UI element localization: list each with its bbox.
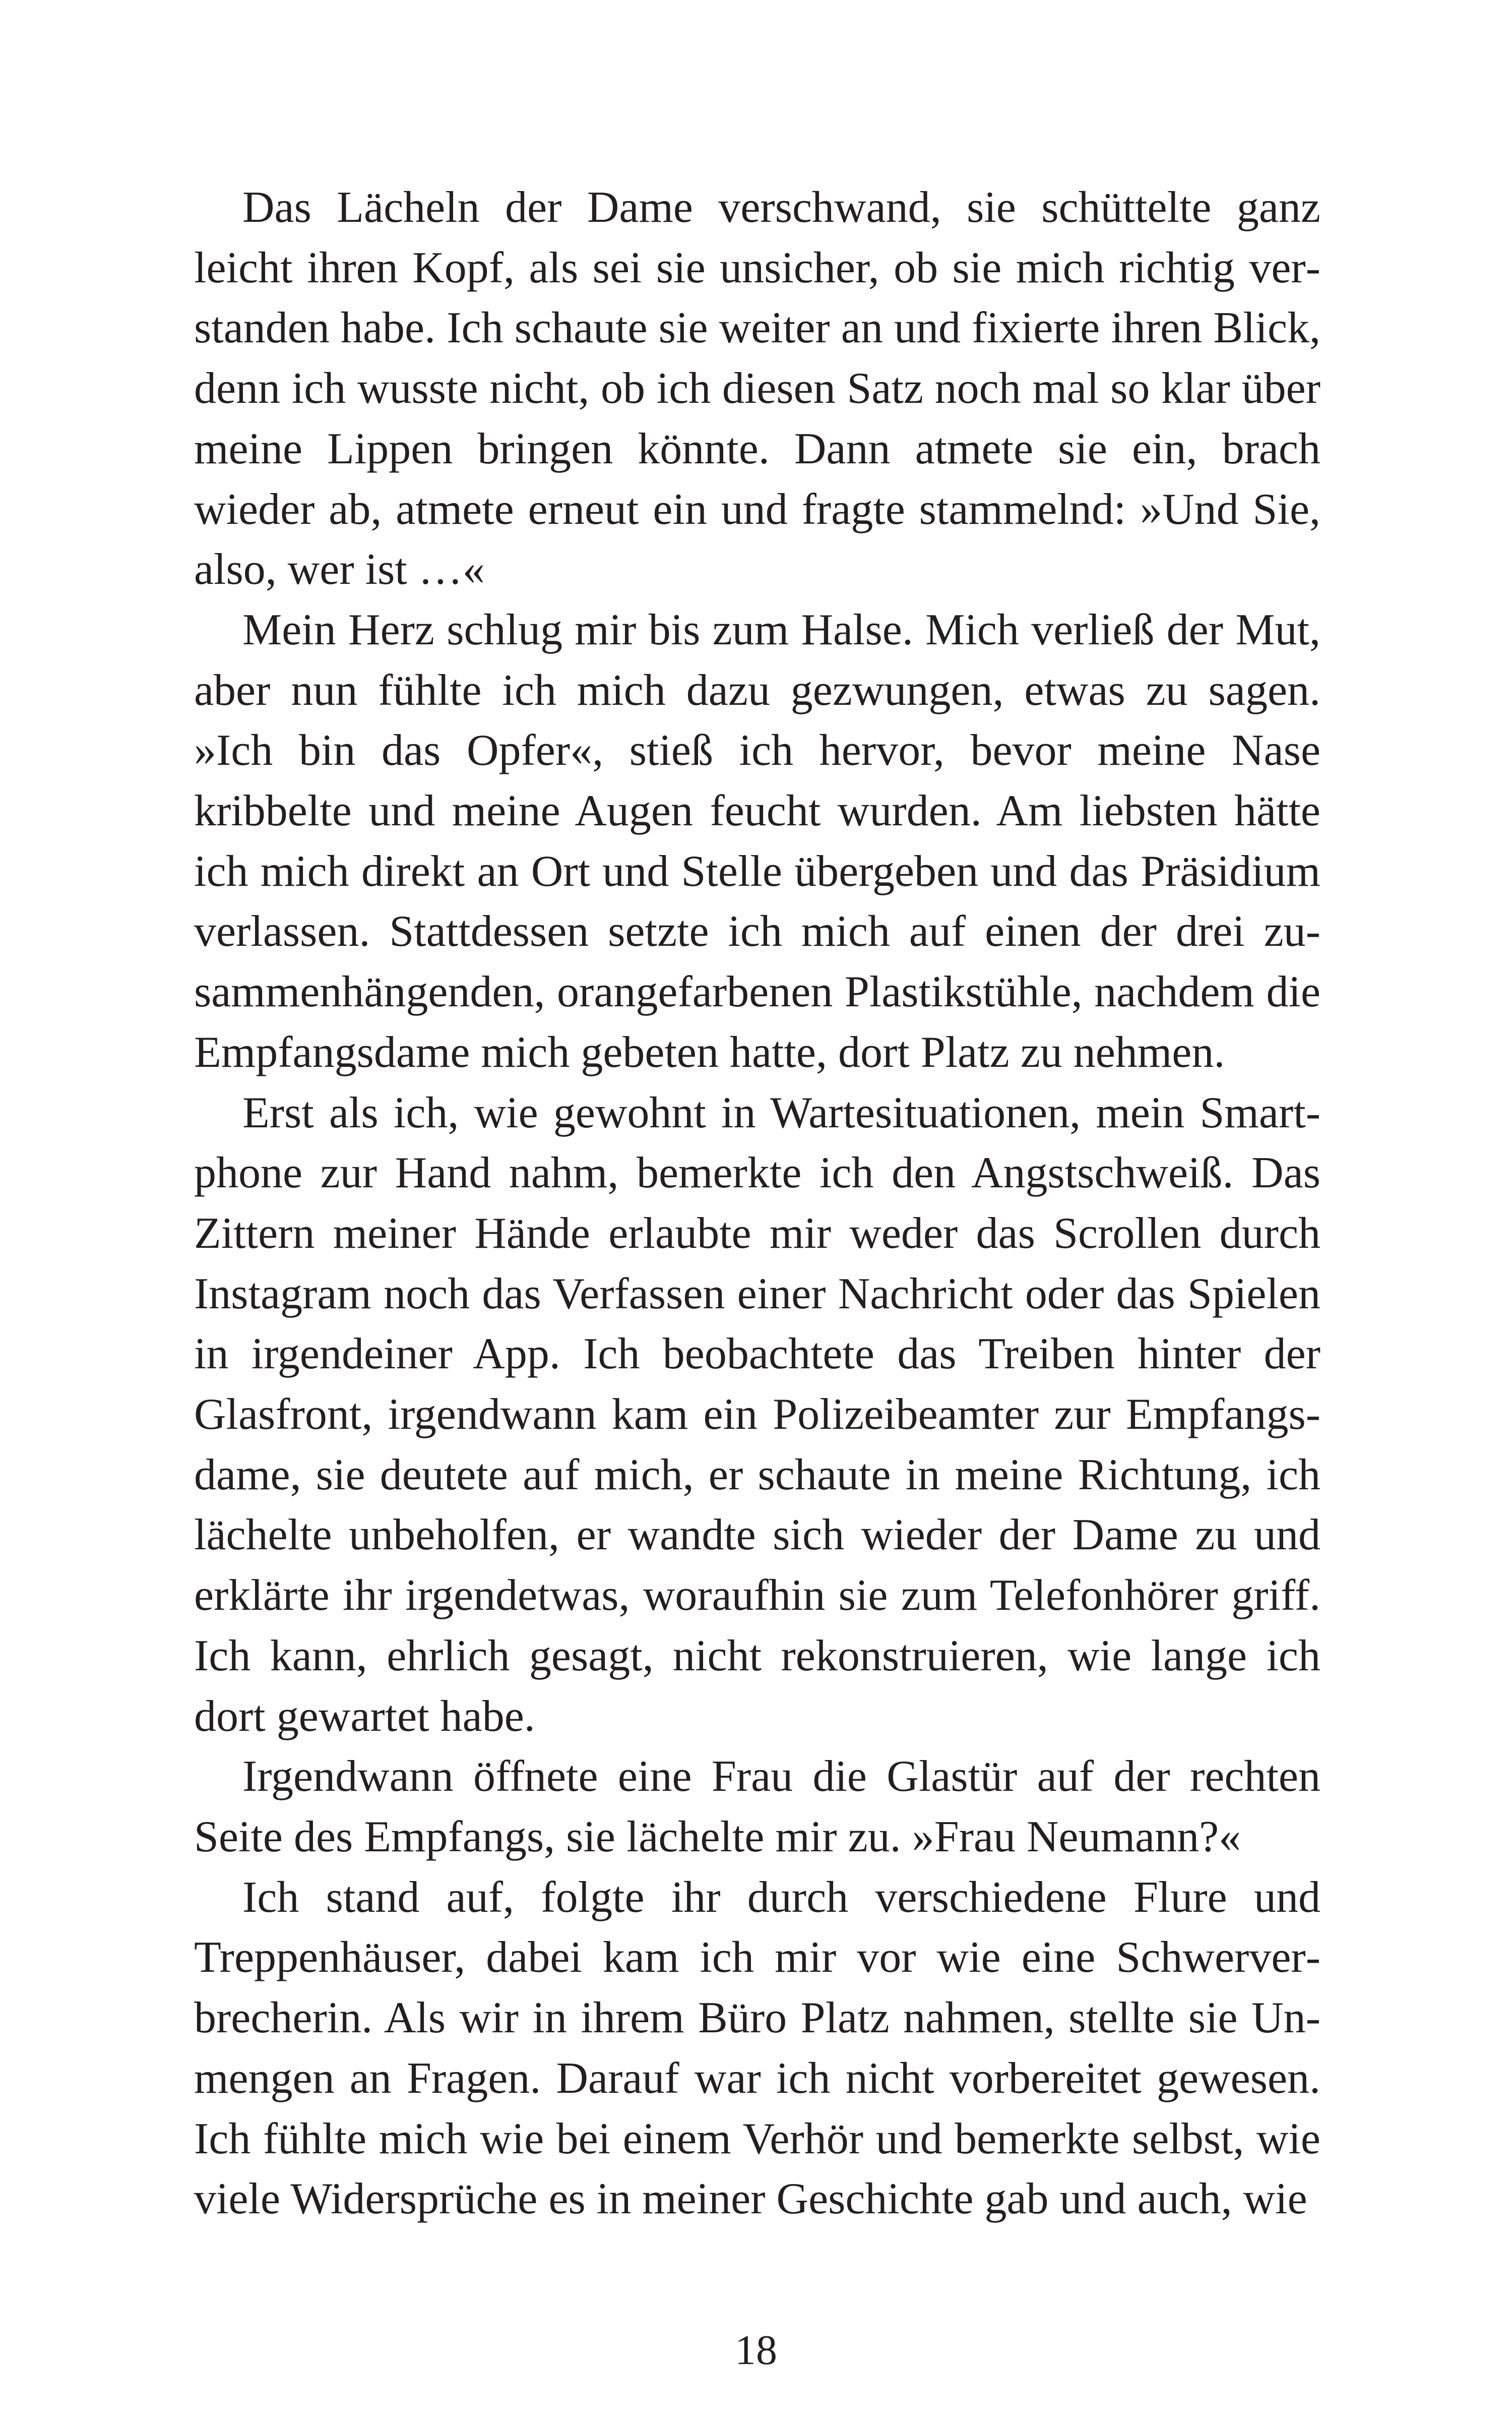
paragraph-3: Erst als ich, wie gewohnt in Wartesituationen, mein Smartphone zur Hand nahm, bemerkte ich den Angstschweiß. Das Zittern meiner Hände erlaubte mir weder das Scrollen durch Instagram noch das Verfassen einer Nachricht oder das Spielen in irgendeiner App. Ich beobachtete das Treiben hinter der Glasfront, irgendwann kam ein Polizeibeamter zur Empfangsdame, sie deutete auf mich, er schaute in meine Richtung, ich lächelte unbeholfen, er wandte sich wieder der Dame zu und erklärte ihr irgendetwas, woraufhin sie zum Telefonhörer griff. Ich kann, ehrlich gesagt, nicht rekonstruieren, wie lange ich dort gewartet habe. [194, 1088, 1320, 1741]
paragraph-1: Das Lächeln der Dame verschwand, sie schüttelte ganz leicht ihren Kopf, als sei sie unsicher, ob sie mich richtig verstanden habe. Ich schaute sie weiter an und fixierte ihren Blick, denn ich wusste nicht, ob ich diesen Satz noch mal so klar über meine Lippen bringen könnte. Dann atmete sie ein, brach wieder ab, atmete erneut ein und fragte stammelnd: »Und Sie, also, wer ist …« [194, 183, 1320, 594]
page-number: 18 [735, 2327, 777, 2374]
paragraph-4: Irgendwann öffnete eine Frau die Glastür auf der rechten Seite des Empfangs, sie lächelte mir zu. »Frau Neumann?« [194, 1752, 1320, 1861]
paragraph-2: Mein Herz schlug mir bis zum Halse. Mich verließ der Mut, aber nun fühlte ich mich dazu gezwungen, etwas zu sagen. »Ich bin das Opfer«, stieß ich hervor, bevor meine Nase kribbelte und meine Augen feucht wurden. Am liebsten hätte ich mich direkt an Ort und Stelle übergeben und das Präsidium verlassen. Stattdessen setzte ich mich auf einen der drei zusammenhängenden, orangefarbenen Plastikstühle, nachdem die Empfangsdame mich gebeten hatte, dort Platz zu nehmen. [194, 605, 1320, 1077]
paragraph-5: Ich stand auf, folgte ihr durch verschiedene Flure und Treppenhäuser, dabei kam ich mir vor wie eine Schwerverbrecherin. Als wir in ihrem Büro Platz nahmen, stellte sie Unmengen an Fragen. Darauf war ich nicht vorbereitet gewesen. Ich fühlte mich wie bei einem Verhör und bemerkte selbst, wie viele Widersprüche es in meiner Geschichte gab und auch, wie [194, 1872, 1320, 2224]
body-text [194, 177, 1320, 2229]
